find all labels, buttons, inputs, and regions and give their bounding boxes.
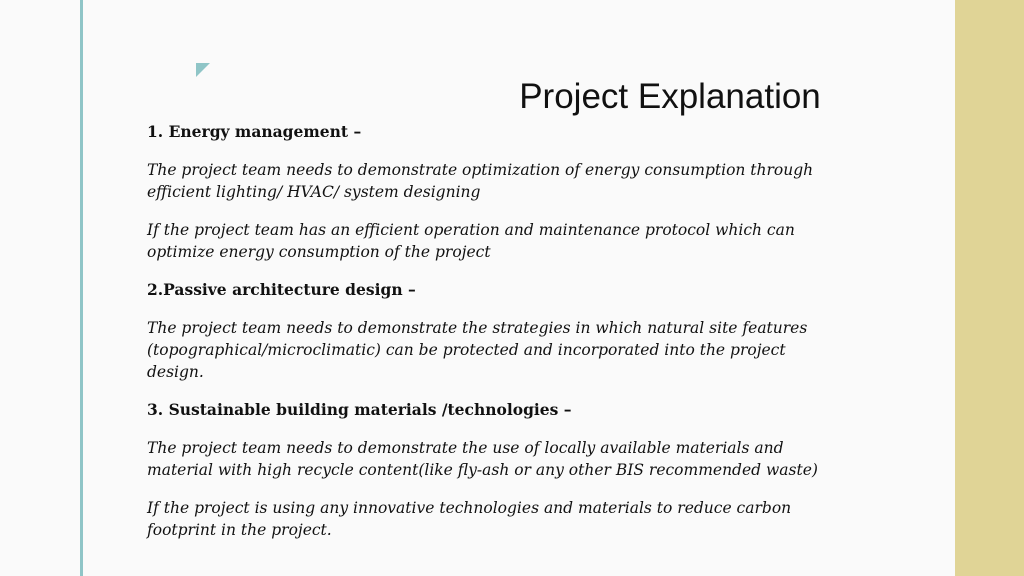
section-paragraph: The project team needs to demonstrate optimization of energy consumption through efficient lighting/ HVAC/ system designing	[147, 161, 814, 201]
right-accent-band	[955, 0, 1024, 576]
left-accent-rule	[80, 0, 83, 576]
section-paragraph: If the project team has an efficient operation and maintenance protocol which can optimize energy consumption of the project	[147, 221, 795, 261]
section-heading-energy: 1. Energy management –	[147, 122, 362, 141]
section-heading-passive: 2.Passive architecture design –	[147, 280, 416, 299]
triangle-corner-icon	[196, 63, 210, 77]
slide-title: Project Explanation	[519, 77, 821, 116]
section-heading-materials: 3. Sustainable building materials /technologies –	[147, 400, 572, 419]
section-paragraph: The project team needs to demonstrate the strategies in which natural site features (topographical/microclimatic) can be protected and incorporated into the project design.	[147, 319, 808, 381]
section-paragraph: The project team needs to demonstrate the use of locally available materials and material with high recycle content(like fly-ash or any other BIS recommended waste)	[147, 439, 818, 479]
section-paragraph: If the project is using any innovative technologies and materials to reduce carbon footprint in the project.	[147, 499, 792, 539]
slide-content	[147, 121, 847, 541]
